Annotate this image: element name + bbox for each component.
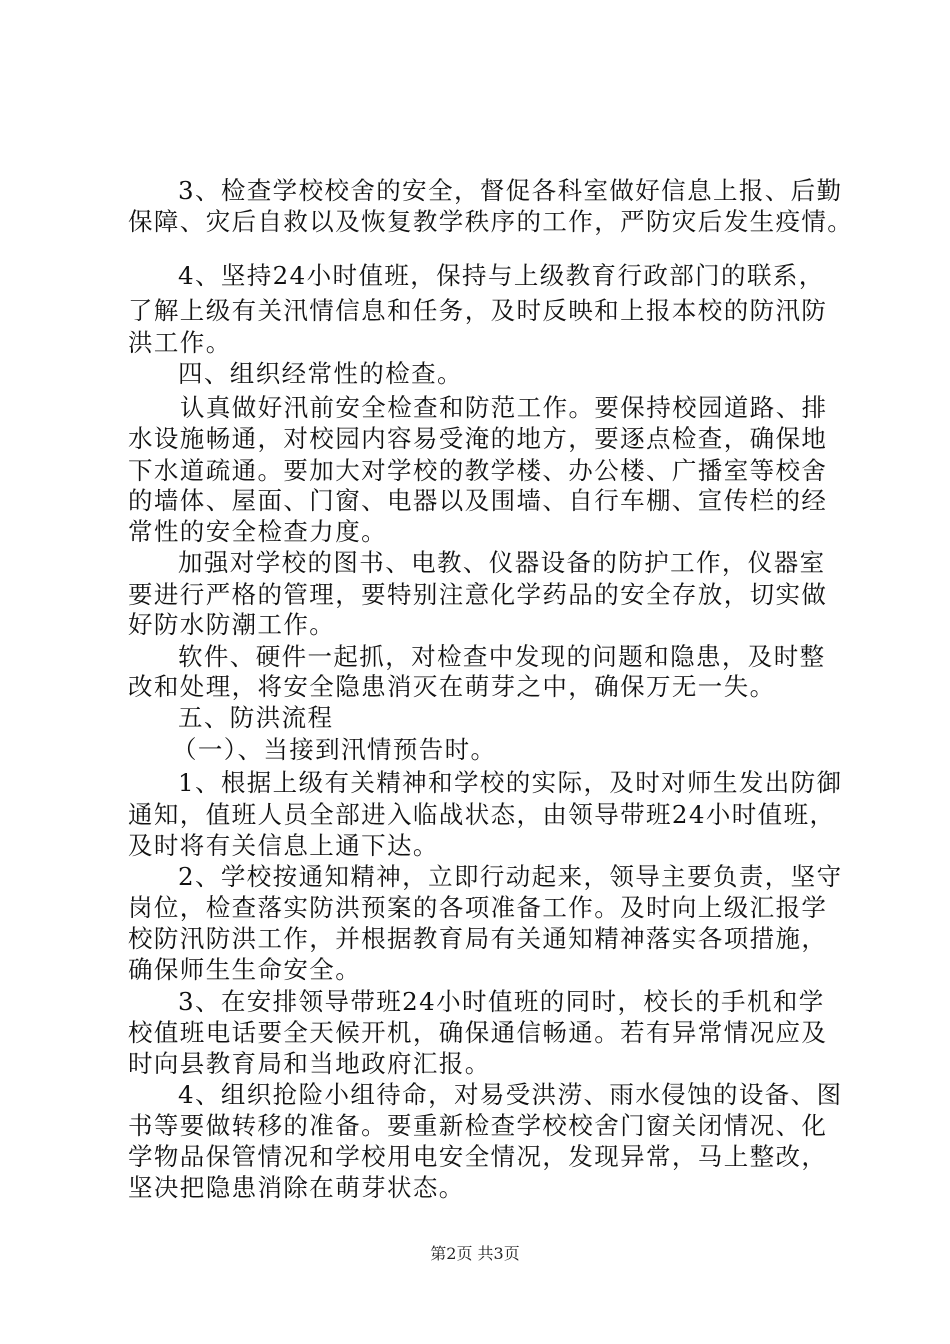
- paragraph-line: 加强对学校的图书、电教、仪器设备的防护工作，仪器室: [178, 548, 826, 577]
- paragraph-line: 保障、灾后自救以及恢复教学秩序的工作，严防灾后发生疫情。: [128, 207, 854, 236]
- paragraph-line: 洪工作。: [128, 328, 232, 357]
- paragraph-line: 书等要做转移的准备。要重新检查学校校舍门窗关闭情况、化: [128, 1111, 828, 1140]
- paragraph-line: 1、根据上级有关精神和学校的实际，及时对师生发出防御: [178, 768, 843, 797]
- paragraph-line: 改和处理，将安全隐患消灭在萌芽之中，确保万无一失。: [128, 672, 776, 701]
- paragraph-line: 认真做好汛前安全检查和防范工作。要保持校园道路、排: [180, 393, 828, 422]
- paragraph-line: 校值班电话要全天候开机，确保通信畅通。若有异常情况应及: [128, 1018, 828, 1047]
- paragraph-line: 学物品保管情况和学校用电安全情况，发现异常，马上整改，: [128, 1142, 828, 1171]
- paragraph-line: 3、检查学校校舍的安全，督促各科室做好信息上报、后勤: [178, 176, 843, 205]
- paragraph-line: 3、在安排领导带班24小时值班的同时，校长的手机和学: [178, 987, 825, 1016]
- paragraph-line: 了解上级有关汛情信息和任务，及时反映和上报本校的防汛防: [128, 296, 828, 325]
- paragraph-line: 好防水防潮工作。: [128, 610, 336, 639]
- paragraph-line: 及时将有关信息上通下达。: [128, 831, 439, 860]
- paragraph-line: 软件、硬件一起抓，对检查中发现的问题和隐患，及时整: [178, 642, 826, 671]
- paragraph-line: 校防汛防洪工作，并根据教育局有关通知精神落实各项措施，: [128, 924, 828, 953]
- paragraph-line: 要进行严格的管理，要特别注意化学药品的安全存放，切实做: [128, 580, 828, 609]
- paragraph-line: 4、组织抢险小组待命，对易受洪涝、雨水侵蚀的设备、图: [178, 1080, 843, 1109]
- page-number: 第2页 共3页: [430, 1244, 520, 1263]
- paragraph-line: 时向县教育局和当地政府汇报。: [128, 1049, 491, 1078]
- paragraph-line: 常性的安全检查力度。: [128, 517, 387, 546]
- paragraph-line: 确保师生生命安全。: [128, 955, 362, 984]
- paragraph-line: 坚决把隐患消除在萌芽状态。: [128, 1173, 465, 1202]
- paragraph-line: 下水道疏通。要加大对学校的教学楼、办公楼、广播室等校舍: [128, 456, 828, 485]
- paragraph-line: 通知，值班人员全部进入临战状态，由领导带班24小时值班，: [128, 800, 836, 829]
- paragraph-line: 水设施畅通，对校园内容易受淹的地方，要逐点检查，确保地: [128, 424, 828, 453]
- subsection-heading: （一）、当接到汛情预告时。: [172, 735, 497, 764]
- paragraph-line: 2、学校按通知精神，立即行动起来，领导主要负责，坚守: [178, 862, 843, 891]
- paragraph-line: 4、坚持24小时值班，保持与上级教育行政部门的联系，: [178, 261, 825, 290]
- paragraph-line: 的墙体、屋面、门窗、电器以及围墙、自行车棚、宣传栏的经: [128, 486, 828, 515]
- paragraph-line: 岗位，检查落实防洪预案的各项准备工作。及时向上级汇报学: [128, 893, 828, 922]
- section-heading: 四、组织经常性的检查。: [178, 359, 463, 388]
- section-heading: 五、防洪流程: [178, 703, 334, 732]
